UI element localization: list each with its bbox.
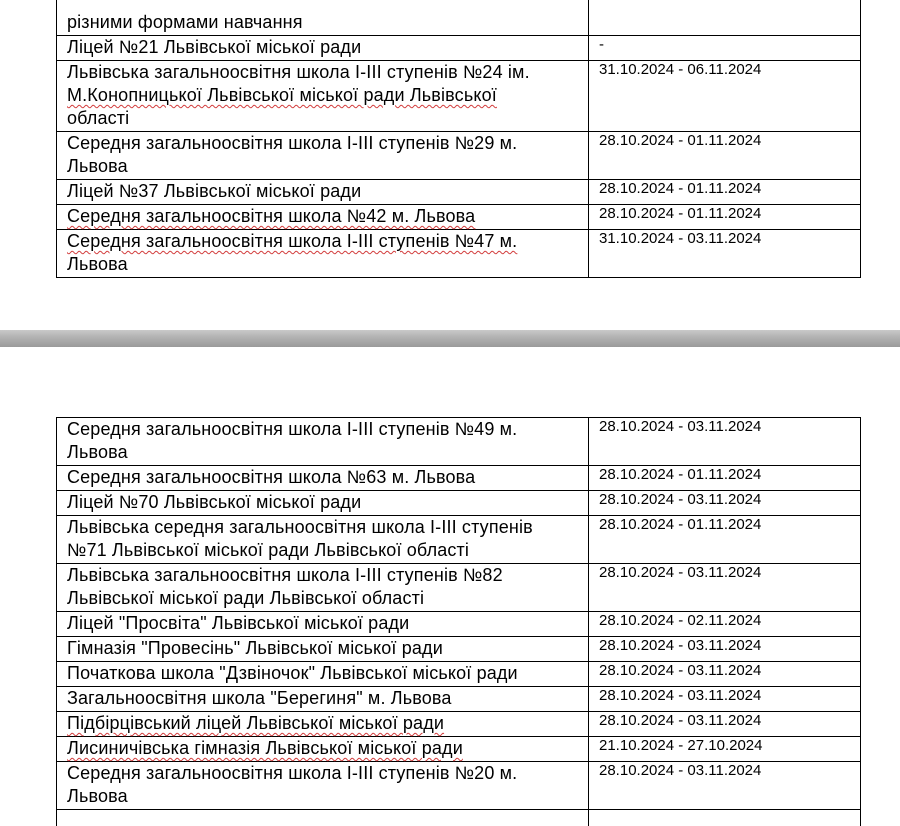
table-row [57, 612, 861, 637]
school-name-line: Середня загальноосвітня школа І-ІІІ ступенів №47 м. [67, 231, 518, 251]
table-row [57, 810, 861, 826]
school-name-line: Львівська середня загальноосвітня школа І-ІІІ ступенів [67, 517, 533, 537]
period-cell: 28.10.2024 - 03.11.2024 [589, 712, 861, 737]
school-name-cell [57, 687, 589, 712]
period-cell: 21.10.2024 - 27.10.2024 [589, 737, 861, 762]
period-cell: 28.10.2024 - 01.11.2024 [589, 132, 861, 180]
school-name-cell [57, 180, 589, 205]
period-cell [589, 810, 861, 826]
school-name-line: різними формами навчання [67, 12, 303, 32]
school-name-line: Середня загальноосвітня школа №42 м. Львова [67, 206, 476, 226]
table-row [57, 564, 861, 612]
school-holidays-table-page-2 [56, 417, 861, 826]
period-cell: 28.10.2024 - 03.11.2024 [589, 564, 861, 612]
table-row [57, 662, 861, 687]
school-name-line: області [67, 108, 130, 128]
school-name-line: Загальноосвітня школа "Берегиня" м. Львова [67, 688, 452, 708]
school-name-cell [57, 491, 589, 516]
document-page-2 [0, 347, 900, 826]
school-name-cell [57, 132, 589, 180]
period-cell: 31.10.2024 - 06.11.2024 [589, 61, 861, 132]
table-row [57, 637, 861, 662]
school-name-cell [57, 762, 589, 810]
school-name-line: Початкова школа "Дзвіночок" Львівської міської ради [67, 663, 518, 683]
table-row [57, 132, 861, 180]
document-page-1 [0, 0, 900, 330]
school-name-line: Середня загальноосвітня школа І-ІІІ ступенів №20 м. [67, 763, 518, 783]
school-name-cell [57, 662, 589, 687]
school-name-cell [57, 564, 589, 612]
school-name-cell [57, 466, 589, 491]
period-cell: 31.10.2024 - 03.11.2024 [589, 230, 861, 278]
school-name-line: М.Конопницької Львівської міської ради Львівської [67, 85, 497, 105]
school-name-line: Середня загальноосвітня школа №63 м. Львова [67, 467, 476, 487]
table-row [57, 687, 861, 712]
school-name-line: Середня загальноосвітня школа І-ІІІ ступенів №49 м. [67, 419, 518, 439]
school-name-line: Львова [67, 786, 128, 806]
period-cell: 28.10.2024 - 02.11.2024 [589, 612, 861, 637]
period-cell: 28.10.2024 - 01.11.2024 [589, 516, 861, 564]
period-cell: 28.10.2024 - 03.11.2024 [589, 491, 861, 516]
table-row [57, 712, 861, 737]
table-row [57, 205, 861, 230]
school-name-line: Ліцей №70 Львівської міської ради [67, 492, 362, 512]
table-row [57, 0, 861, 36]
school-name-line: Львова [67, 254, 128, 274]
school-name-line: №71 Львівської міської ради Львівської області [67, 540, 470, 560]
school-name-cell [57, 810, 589, 826]
school-name-line: Середня загальноосвітня школа І-ІІІ ступенів №29 м. [67, 133, 518, 153]
period-cell: 28.10.2024 - 03.11.2024 [589, 662, 861, 687]
school-name-line: Львова [67, 156, 128, 176]
page-separator [0, 330, 900, 347]
table-row [57, 36, 861, 61]
period-cell [589, 0, 861, 36]
table-row [57, 180, 861, 205]
school-name-cell [57, 36, 589, 61]
school-name-line: Львівська загальноосвітня школа І-ІІІ ступенів №82 [67, 565, 503, 585]
school-name-line: Гімназія "Провесінь" Львівської міської ради [67, 638, 443, 658]
period-cell: 28.10.2024 - 01.11.2024 [589, 205, 861, 230]
school-name-cell [57, 418, 589, 466]
school-name-line: Львівської міської ради Львівської області [67, 588, 425, 608]
school-name-line: Львівська загальноосвітня школа І-ІІІ ступенів №24 ім. [67, 62, 530, 82]
school-name-line: Львова [67, 442, 128, 462]
period-cell: 28.10.2024 - 03.11.2024 [589, 637, 861, 662]
period-cell: 28.10.2024 - 01.11.2024 [589, 466, 861, 491]
table-row [57, 466, 861, 491]
school-holidays-table-page-1 [56, 0, 861, 278]
school-name-line: Ліцей №37 Львівської міської ради [67, 181, 362, 201]
table-row [57, 491, 861, 516]
school-name-cell [57, 205, 589, 230]
period-cell: 28.10.2024 - 03.11.2024 [589, 687, 861, 712]
school-name-line: Ліцей №21 Львівської міської ради [67, 37, 362, 57]
school-name-cell [57, 637, 589, 662]
school-name-line: Ліцей "Просвіта" Львівської міської ради [67, 613, 410, 633]
table-row [57, 230, 861, 278]
school-name-cell [57, 737, 589, 762]
school-name-cell [57, 712, 589, 737]
school-name-cell [57, 230, 589, 278]
table-row [57, 762, 861, 810]
period-cell: - [589, 36, 861, 61]
table-row [57, 737, 861, 762]
table-row [57, 418, 861, 466]
period-cell: 28.10.2024 - 01.11.2024 [589, 180, 861, 205]
school-name-cell [57, 61, 589, 132]
school-name-cell [57, 0, 589, 36]
school-name-line: Підбірцівський ліцей Львівської міської ради [67, 713, 445, 733]
period-cell: 28.10.2024 - 03.11.2024 [589, 418, 861, 466]
period-cell: 28.10.2024 - 03.11.2024 [589, 762, 861, 810]
table-row [57, 61, 861, 132]
school-name-cell [57, 516, 589, 564]
school-name-line: Лисиничівська гімназія Львівської міської ради [67, 738, 463, 758]
school-name-cell [57, 612, 589, 637]
table-row [57, 516, 861, 564]
